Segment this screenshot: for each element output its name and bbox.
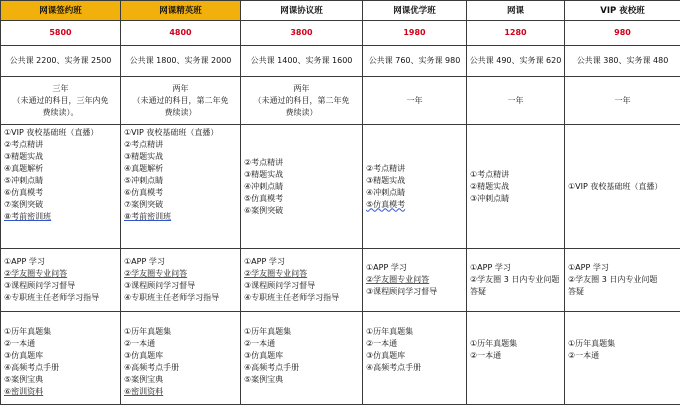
duration-4 bbox=[363, 77, 467, 125]
spacer bbox=[244, 314, 359, 326]
content-item: ⑤仿真模考 bbox=[244, 193, 284, 203]
materials-3 bbox=[241, 312, 363, 405]
content-item: ⑤冲刺点睛 bbox=[4, 176, 44, 185]
service-item: ①APP 学习 bbox=[568, 263, 609, 272]
material-item: ②一本通 bbox=[366, 339, 398, 348]
material-item: ①历年真题集 bbox=[366, 327, 414, 336]
content-4 bbox=[363, 125, 467, 249]
materials-6 bbox=[565, 312, 680, 405]
service-5 bbox=[467, 249, 565, 312]
content-item: ①VIP 夜校基础班（直播） bbox=[124, 128, 219, 137]
content-item: ③精题实战 bbox=[366, 175, 406, 185]
service-item: 答疑 bbox=[470, 287, 486, 296]
spacer bbox=[366, 314, 463, 326]
price-1: 5800 bbox=[1, 21, 121, 46]
content-item: ⑦案例突破 bbox=[4, 200, 44, 209]
duration-line: 一年 bbox=[507, 95, 524, 105]
content-1 bbox=[1, 125, 121, 249]
spacer bbox=[568, 326, 677, 338]
service-item: ②学友圈专业问答 bbox=[366, 275, 430, 284]
duration-line: 费续读） bbox=[164, 107, 197, 117]
content-item: ⑤仿真模考 bbox=[366, 199, 406, 209]
material-item: ⑥密训资料 bbox=[4, 387, 44, 396]
material-item: ①历年真题集 bbox=[124, 327, 172, 336]
duration-line: 费续读）。 bbox=[42, 107, 79, 117]
content-item: ③精题实战 bbox=[124, 152, 164, 161]
content-item: ①VIP 夜校基础班（直播） bbox=[4, 128, 99, 137]
price-2: 4800 bbox=[121, 21, 241, 46]
duration-6 bbox=[565, 77, 680, 125]
material-item: ④高频考点手册 bbox=[244, 363, 300, 372]
content-item: ②考点精讲 bbox=[366, 163, 406, 173]
duration-row bbox=[1, 77, 680, 125]
service-row bbox=[1, 249, 680, 312]
courses-row bbox=[1, 46, 680, 77]
material-item: ②一本通 bbox=[568, 351, 600, 360]
service-item: ③课程顾问学习督导 bbox=[124, 281, 196, 290]
materials-row bbox=[1, 312, 680, 405]
duration-3 bbox=[241, 77, 363, 125]
content-5 bbox=[467, 125, 565, 249]
material-item: ①历年真题集 bbox=[4, 327, 52, 336]
class-name-3: 网课协议班 bbox=[241, 1, 363, 21]
materials-2 bbox=[121, 312, 241, 405]
content-item: ②考点精讲 bbox=[244, 157, 284, 167]
service-item: ②学友圈专业问答 bbox=[4, 269, 68, 278]
material-item: ⑥密训资料 bbox=[124, 387, 164, 396]
material-item: ③仿真题库 bbox=[366, 351, 406, 360]
service-item: ①APP 学习 bbox=[470, 263, 511, 272]
service-item: ②学友圈 3 日内专业问题 bbox=[470, 275, 560, 284]
content-6 bbox=[565, 125, 680, 249]
materials-1 bbox=[1, 312, 121, 405]
duration-line: （未通过的科目，第二年免 bbox=[253, 95, 350, 105]
material-item: ④高频考点手册 bbox=[4, 363, 60, 372]
price-row bbox=[1, 21, 680, 46]
material-item: ③仿真题库 bbox=[244, 351, 284, 360]
content-item: ②考点精讲 bbox=[4, 140, 44, 149]
content-item: ⑦案例突破 bbox=[124, 200, 164, 209]
service-item: ③课程顾问学习督导 bbox=[4, 281, 76, 290]
content-item: ①VIP 夜校基础班（直播） bbox=[568, 181, 663, 191]
materials-5 bbox=[467, 312, 565, 405]
service-2 bbox=[121, 249, 241, 312]
material-item: ⑤案例宝典 bbox=[4, 375, 44, 384]
content-2 bbox=[121, 125, 241, 249]
price-4: 1980 bbox=[363, 21, 467, 46]
price-5: 1280 bbox=[467, 21, 565, 46]
content-item: ⑧考前密训班 bbox=[4, 212, 52, 221]
material-item: ②一本通 bbox=[4, 339, 36, 348]
service-item: ①APP 学习 bbox=[244, 257, 285, 266]
material-item: ④高频考点手册 bbox=[366, 363, 422, 372]
service-1 bbox=[1, 249, 121, 312]
service-item: ④专职班主任老师学习指导 bbox=[244, 293, 340, 302]
duration-line: 费续读） bbox=[285, 107, 318, 117]
courses-6: 公共课 380、实务课 480 bbox=[565, 46, 680, 77]
class-name-1: 网课签约班 bbox=[1, 1, 121, 21]
content-row bbox=[1, 125, 680, 249]
content-item: ⑥仿真模考 bbox=[4, 188, 44, 197]
class-name-4: 网课优学班 bbox=[363, 1, 467, 21]
service-item: ③课程顾问学习督导 bbox=[366, 287, 438, 296]
service-item: ④专职班主任老师学习指导 bbox=[4, 293, 100, 302]
material-item: ①历年真题集 bbox=[244, 327, 292, 336]
material-item: ①历年真题集 bbox=[568, 339, 616, 348]
spacer bbox=[470, 326, 561, 338]
content-item: ②精题实战 bbox=[470, 181, 510, 191]
duration-line: 三年 bbox=[52, 83, 69, 93]
material-item: ③仿真题库 bbox=[4, 351, 44, 360]
class-name-2: 网课精英班 bbox=[121, 1, 241, 21]
content-item: ②考点精讲 bbox=[124, 140, 164, 149]
service-item: ①APP 学习 bbox=[4, 257, 45, 266]
spacer bbox=[4, 314, 117, 326]
duration-1 bbox=[1, 77, 121, 125]
courses-1: 公共课 2200、实务课 2500 bbox=[1, 46, 121, 77]
duration-2 bbox=[121, 77, 241, 125]
content-item: ⑥案例突破 bbox=[244, 205, 284, 215]
content-item: ④冲刺点睛 bbox=[366, 187, 406, 197]
courses-5: 公共课 490、实务课 620 bbox=[467, 46, 565, 77]
courses-2: 公共课 1800、实务课 2000 bbox=[121, 46, 241, 77]
content-item: ⑧考前密训班 bbox=[124, 212, 172, 221]
spacer bbox=[568, 314, 677, 326]
spacer bbox=[470, 314, 561, 326]
service-item: 答疑 bbox=[568, 287, 584, 296]
class-name-5: 网课 bbox=[467, 1, 565, 21]
service-item: ④专职班主任老师学习指导 bbox=[124, 293, 220, 302]
content-item: ⑥仿真模考 bbox=[124, 188, 164, 197]
material-item: ①历年真题集 bbox=[470, 339, 518, 348]
service-item: ①APP 学习 bbox=[366, 263, 407, 272]
price-6: 980 bbox=[565, 21, 680, 46]
duration-line: 一年 bbox=[614, 95, 631, 105]
material-item: ④高频考点手册 bbox=[124, 363, 180, 372]
courses-3: 公共课 1400、实务课 1600 bbox=[241, 46, 363, 77]
service-item: ②学友圈专业问答 bbox=[124, 269, 188, 278]
content-item: ④真题解析 bbox=[124, 164, 164, 173]
content-item: ⑤冲刺点睛 bbox=[124, 176, 164, 185]
service-item: ②学友圈 3 日内专业问题 bbox=[568, 275, 658, 284]
service-4 bbox=[363, 249, 467, 312]
courses-4: 公共课 760、实务课 980 bbox=[363, 46, 467, 77]
material-item: ②一本通 bbox=[470, 351, 502, 360]
price-3: 3800 bbox=[241, 21, 363, 46]
service-item: ②学友圈专业问答 bbox=[244, 269, 308, 278]
duration-line: 两年 bbox=[293, 83, 310, 93]
material-item: ⑤案例宝典 bbox=[244, 375, 284, 384]
material-item: ⑤案例宝典 bbox=[124, 375, 164, 384]
materials-4 bbox=[363, 312, 467, 405]
duration-line: （未通过的科目，第二年免 bbox=[132, 95, 229, 105]
duration-line: 两年 bbox=[172, 83, 189, 93]
material-item: ③仿真题库 bbox=[124, 351, 164, 360]
content-item: ③精题实战 bbox=[4, 152, 44, 161]
duration-5 bbox=[467, 77, 565, 125]
content-item: ③冲刺点睛 bbox=[470, 193, 510, 203]
duration-line: 一年 bbox=[406, 95, 423, 105]
material-item: ②一本通 bbox=[244, 339, 276, 348]
material-item: ②一本通 bbox=[124, 339, 156, 348]
spacer bbox=[124, 314, 237, 326]
service-item: ③课程顾问学习督导 bbox=[244, 281, 316, 290]
duration-line: （未通过的科目，三年内免 bbox=[12, 95, 109, 105]
class-name-6: VIP 夜校班 bbox=[565, 1, 680, 21]
content-3 bbox=[241, 125, 363, 249]
content-item: ①考点精讲 bbox=[470, 169, 510, 179]
content-item: ④冲刺点睛 bbox=[244, 181, 284, 191]
service-item: ①APP 学习 bbox=[124, 257, 165, 266]
header-row bbox=[1, 1, 680, 21]
content-item: ④真题解析 bbox=[4, 164, 44, 173]
content-item: ③精题实战 bbox=[244, 169, 284, 179]
service-6 bbox=[565, 249, 680, 312]
service-3 bbox=[241, 249, 363, 312]
